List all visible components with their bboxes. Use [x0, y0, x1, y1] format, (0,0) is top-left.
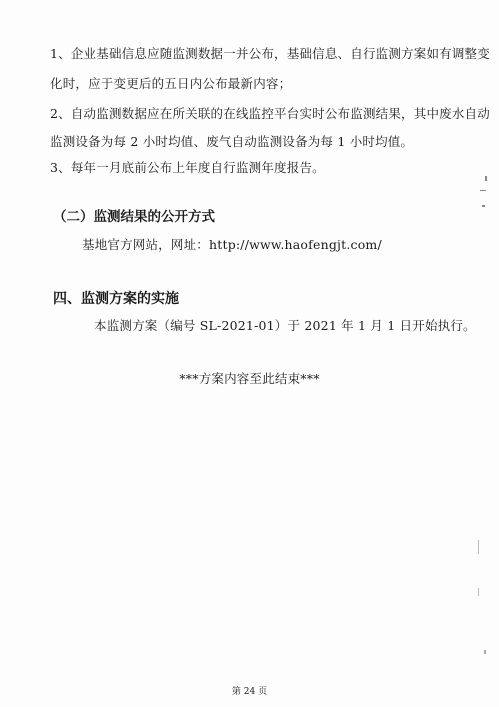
scan-mark [482, 205, 485, 207]
scan-mark [478, 540, 479, 554]
item-2-line-1: 2、自动监测数据应在所关联的在线监控平台实时公布监测结果，其中废水自动 [50, 106, 490, 121]
scan-mark [485, 176, 487, 181]
scan-mark [480, 190, 486, 191]
section-heading-disclosure: （二）监测结果的公开方式 [53, 209, 215, 225]
scan-mark [484, 650, 486, 654]
implementation-text: 本监测方案（编号 SL-2021-01）于 2021 年 1 月 1 日开始执行。 [94, 318, 476, 333]
item-2-line-2: 监测设备为每 2 小时均值、废气自动监测设备为每 1 小时均值。 [50, 134, 414, 149]
page-number: 第 24 页 [231, 687, 268, 697]
item-1-line-1: 1、企业基础信息应随监测数据一并公布，基础信息、自行监测方案如有调整变 [50, 46, 490, 61]
end-note: ***方案内容至此结束*** [179, 371, 320, 386]
scan-mark [478, 588, 479, 596]
item-1-line-2: 化时，应于变更后的五日内公布最新内容； [50, 76, 292, 91]
section-heading-implementation: 四、监测方案的实施 [53, 291, 179, 307]
item-3: 3、每年一月底前公布上年度自行监测年度报告。 [50, 160, 325, 175]
website-text: 基地官方网站，网址：http://www.haofengjt.com/ [82, 237, 382, 252]
